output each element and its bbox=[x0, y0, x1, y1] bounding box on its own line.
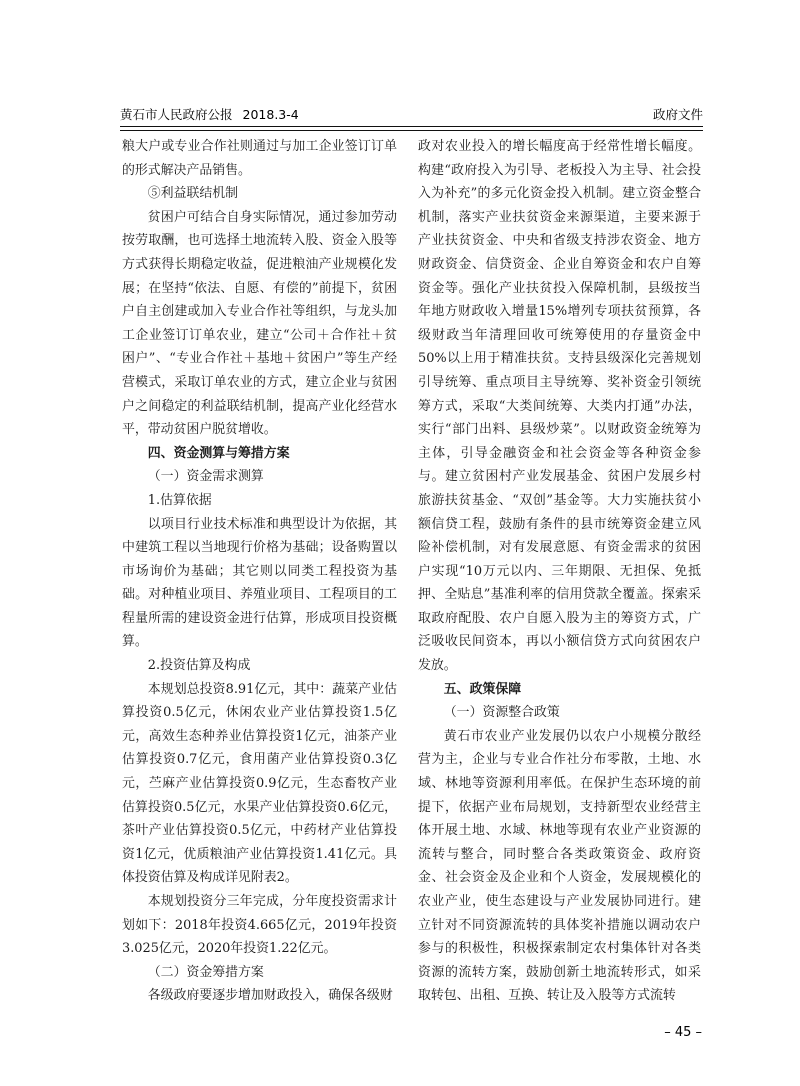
left-column bbox=[122, 135, 397, 1008]
paragraph: 以项目行业技术标准和典型设计为依据，其中建筑工程以当地现行价格为基础；设备购置以市场询价为基础；其它则以同类工程投资为基础。对种植业项目、养殖业项目、工程项目的工程量所需的建设资金进行估算，形成项目投资概算。 bbox=[122, 516, 397, 650]
page-number: – 45 – bbox=[664, 1025, 702, 1040]
issue-number: 2018.3-4 bbox=[242, 106, 299, 122]
item-title-benefit-mechanism: ⑤利益联结机制 bbox=[147, 186, 239, 202]
item-title-composition: 2.投资估算及构成 bbox=[147, 658, 251, 674]
section-heading-policy: 五、政策保障 bbox=[443, 681, 522, 697]
paragraph-continuation: 政对农业投入的增长幅度高于经常性增长幅度。构建“政府投入为引导、老板投入为主导、社会投入为补充”的多元化资金投入机制。建立资金整合机制，落实产业扶贫资金来源渠道，主要来源于产业扶贫资金、中央和省级支持涉农资金、地方财政资金、信贷资金、企业自筹资金和农户自筹资金等。强化产业扶贫投入保障机制，县级按当年地方财政收入增量15%增列专项扶贫预算，各级财政当年清理回收可统筹使用的存量资金中50%以上用于精准扶贫。支持县级深化完善规划引导统筹、重点项目主导统筹、奖补资金引领统筹方式，采取“大类间统筹、大类内打通”办法，实行“部门出料、县级炒菜”。以财政资金统筹为主体，引导金融资金和社会资金等各种资金参与。建立贫困村产业发展基金、贫困户发展乡村旅游扶贫基金、“双创”基金等。大力实施扶贫小额信贷工程，鼓励有条件的县市统筹资金建立风险补偿机制，对有发展意愿、有资金需求的贫困户实现“10万元以内、三年期限、无担保、免抵押、全贴息”基准利率的信用贷款全覆盖。探索采取政府配股、农户自愿入股为主的筹资方式，广泛吸收民间资本，再以小额信贷方式向贫困农户发放。 bbox=[418, 139, 701, 674]
section-title: 政府文件 bbox=[652, 107, 703, 122]
subsection-heading-resources: （一）资源整合政策 bbox=[443, 705, 560, 721]
subsection-heading-raising: （二）资金筹措方案 bbox=[147, 964, 264, 980]
header-left bbox=[120, 105, 299, 123]
subsection-heading-demand: （一）资金需求测算 bbox=[147, 469, 264, 485]
right-column bbox=[418, 135, 701, 1008]
paragraph: 本规划投资分三年完成，分年度投资需求计划如下：2018年投资4.665亿元，2019年投资3.025亿元，2020年投资1.22亿元。 bbox=[122, 894, 397, 957]
item-title-basis: 1.估算依据 bbox=[147, 492, 212, 508]
paragraph-continuation: 粮大户或专业合作社则通过与加工企业签订订单的形式解决产品销售。 bbox=[122, 139, 397, 178]
header-rule-thin bbox=[120, 130, 703, 131]
publication-title: 黄石市人民政府公报 bbox=[120, 107, 233, 122]
paragraph: 本规划总投资8.91亿元，其中：蔬菜产业估算投资0.5亿元，休闲农业产业估算投资1.5亿元，高效生态种养业估算投资1亿元，油茶产业估算投资0.7亿元，食用菌产业估算投资0.3亿元，苎麻产业估算投资0.9亿元，生态畜牧产业估算投资0.5亿元，水果产业估算投资0.6亿元，茶叶产业估算投资0.5亿元，中药材产业估算投资1亿元，优质粮油产业估算投资1.41亿元。具体投资估算及构成详见附表2。 bbox=[122, 681, 397, 886]
header-rule-thick bbox=[120, 126, 703, 127]
paragraph: 黄石市农业产业发展仍以农户小规模分散经营为主，企业与专业合作社分布零散，土地、水域、林地等资源利用率低。在保护生态环境的前提下，依据产业布局规划，支持新型农业经营主体开展土地、水域、林地等现有农业产业资源的流转与整合，同时整合各类政策资金、政府资金、社会资金及企业和个人资金，发展规模化的农业产业，使生态建设与产业发展协同进行。建立针对不同资源流转的具体奖补措施以调动农户参与的积极性，积极探索制定农村集体针对各类资源的流转方案，鼓励创新土地流转形式，如采取转包、出租、互换、转让及入股等方式流转 bbox=[418, 728, 701, 1004]
running-header bbox=[120, 104, 703, 124]
paragraph: 各级政府要逐步增加财政投入，确保各级财 bbox=[147, 988, 393, 1004]
paragraph: 贫困户可结合自身实际情况，通过参加劳动按劳取酬，也可选择土地流转入股、资金入股等方式获得长期稳定收益，促进粮油产业规模化发展；在坚持“依法、自愿、有偿的”前提下，贫困户自主创建或加入专业合作社等组织，与龙头加工企业签订订单农业，建立“公司＋合作社＋贫困户”、“专业合作社＋基地＋贫困户”等生产经营模式，采取订单农业的方式，建立企业与贫困户之间稳定的利益联结机制，提高产业化经营水平，带动贫困户脱贫增收。 bbox=[122, 209, 397, 438]
section-heading-funding: 四、资金测算与筹措方案 bbox=[147, 445, 290, 461]
